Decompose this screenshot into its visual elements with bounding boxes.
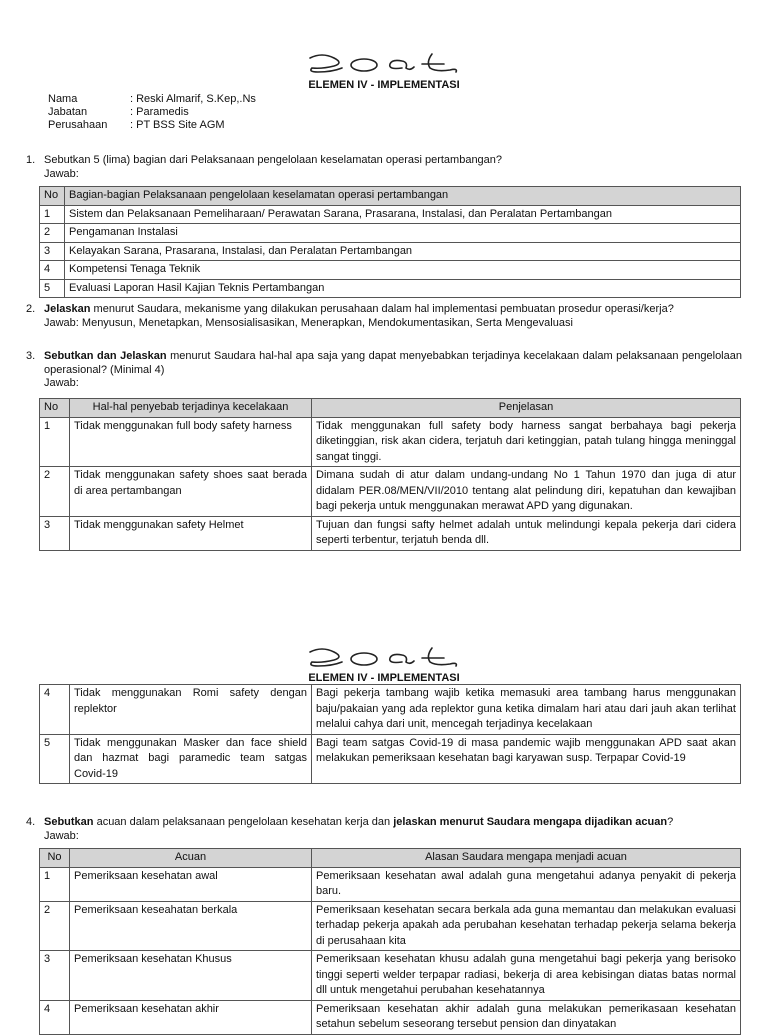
table-row	[40, 417, 741, 467]
question-text: acuan dalam pelaksanaan pengelolaan kesehatan kerja dan	[93, 816, 394, 828]
table-cell: 5	[40, 279, 65, 298]
info-label: Nama	[48, 93, 78, 105]
table-row	[40, 279, 741, 298]
info-row-perusahaan	[48, 119, 256, 132]
question-text: menurut Saudara, mekanisme yang dilakukan perusahaan dalam hal implementasi pembuatan prosedur operasi/kerja?	[90, 303, 674, 315]
table-cell: Bagi team satgas Covid-19 di masa pandemic wajib menggunakan APD saat akan melakukan pemeriksaan kesehatan bagi karyawan susp. Terpapar Covid-19	[312, 734, 741, 784]
question-number: 1.	[26, 154, 36, 166]
soal-logo-image	[304, 50, 464, 76]
question-text: Sebutkan 5 (lima) bagian dari Pelaksanaan pengelolaan keselamatan operasi pertambangan?	[44, 154, 503, 166]
table-cell: Sistem dan Pelaksanaan Pemeliharaan/ Perawatan Sarana, Prasarana, Instalasi, dan Peralatan Pertambangan	[65, 205, 741, 224]
table-cell: Tidak menggunakan full body safety harness	[70, 417, 312, 467]
table-cell: Pemeriksaan kesehatan akhir adalah guna melakukan pemerikasaan kesehatan setahun sebelum seseorang tersebut pension dan dinyatakan	[312, 1000, 741, 1034]
table-row	[40, 685, 741, 735]
question-4	[26, 816, 742, 843]
table-cell: 1	[40, 205, 65, 224]
table-cell: Tidak menggunakan Romi safety dengan replektor	[70, 685, 312, 735]
table-cell: Kompetensi Tenaga Teknik	[65, 261, 741, 280]
table-row	[40, 467, 741, 517]
table-row	[40, 734, 741, 784]
table-header-row	[40, 399, 741, 418]
table-cell: 3	[40, 516, 70, 550]
question-2	[26, 303, 742, 330]
jawab-label: Jawab:	[44, 829, 79, 842]
table-row	[40, 224, 741, 243]
question-number: 2.	[26, 303, 36, 315]
info-value: : Reski Almarif, S.Kep,.Ns	[130, 93, 256, 105]
page-heading: ELEMEN IV - IMPLEMENTASI	[308, 672, 460, 684]
table-cell: 3	[40, 951, 70, 1001]
table-cell: Pemeriksaan kesehatan secara berkala ada guna memantau dan melakukan evaluasi terhadap pekerja apakah ada perubahan kesehatan terhadap pekerja selama bekerja di perusahaan kita	[312, 901, 741, 951]
identity-info	[48, 93, 256, 132]
info-label: Perusahaan	[48, 119, 108, 131]
q3-table	[39, 398, 741, 551]
q3-table-continued	[39, 684, 741, 784]
table-cell: Tidak menggunakan safety shoes saat berada di area pertambangan	[70, 467, 312, 517]
question-keyword: Sebutkan	[44, 816, 94, 828]
table-row	[40, 261, 741, 280]
page-2	[0, 636, 768, 1030]
table-cell: Tidak menggunakan full safety body harness sangat berbahaya bagi pekerja diketinggian, risk akan cidera, terjatuh dari ketinggian, patah tulang hingga meninggal sangat tinggi.	[312, 417, 741, 467]
info-row-nama	[48, 93, 256, 106]
table-cell: Pengamanan Instalasi	[65, 224, 741, 243]
q4-table	[39, 848, 741, 1035]
table-header: Hal-hal penyebab terjadinya kecelakaan	[70, 399, 312, 418]
table-row	[40, 951, 741, 1001]
table-header: Alasan Saudara mengapa menjadi acuan	[312, 849, 741, 868]
jawab-label: Jawab:	[44, 377, 79, 389]
question-number: 4.	[26, 816, 36, 828]
table-row	[40, 205, 741, 224]
table-cell: 3	[40, 242, 65, 261]
question-text: menurut Saudara hal-hal apa saja yang dapat menyebabkan terjadinya kecelakaan dalam pelaksanaan pengelolaan operasional? (Minimal 4)	[44, 350, 742, 376]
jawab-label: Jawab:	[44, 167, 79, 180]
table-row	[40, 867, 741, 901]
table-cell: 2	[40, 224, 65, 243]
table-header-row	[40, 849, 741, 868]
table-row	[40, 901, 741, 951]
question-1	[26, 154, 742, 181]
answer-text: Jawab: Menyusun, Menetapkan, Mensosialisasikan, Menerapkan, Mendokumentasikan, Serta Mengevaluasi	[44, 316, 573, 329]
q1-table	[39, 186, 741, 298]
question-3	[26, 350, 742, 391]
page-gap	[0, 600, 768, 636]
table-cell: 4	[40, 1000, 70, 1034]
table-cell: 1	[40, 417, 70, 467]
table-cell: 4	[40, 261, 65, 280]
soal-logo	[0, 644, 768, 673]
table-cell: Pemeriksaan kesehatan awal	[70, 867, 312, 901]
table-cell: 1	[40, 867, 70, 901]
table-header-row	[40, 187, 741, 206]
soal-logo-image	[304, 644, 464, 670]
table-cell: Evaluasi Laporan Hasil Kajian Teknis Pertambangan	[65, 279, 741, 298]
table-header: Acuan	[70, 849, 312, 868]
page-heading: ELEMEN IV - IMPLEMENTASI	[308, 79, 460, 91]
question-keyword: Jelaskan	[44, 303, 91, 315]
table-cell: 2	[40, 467, 70, 517]
table-cell: Pemeriksaan kesehatan khusu adalah guna mengetahui bagi pekerja yang berisoko tinggi seperti welder terpapar radiasi, bekerja di area kebisingan diatas batas normal dll untuk mengetahui perubahan kesehatannya	[312, 951, 741, 1001]
table-cell: 4	[40, 685, 70, 735]
table-cell: Pemeriksaan kesehatan awal adalah guna mengetahui adanya penyakit di pekerja baru.	[312, 867, 741, 901]
table-cell: Bagi pekerja tambang wajib ketika memasuki area tambang harus menggunakan baju/pakaian yang ada replektor guna ketika dimalam hari atau dari jauh akan terlihat melalui cahya dari unit, mencegah terjadinya kecelakaan	[312, 685, 741, 735]
table-header: No	[40, 849, 70, 868]
table-row	[40, 1000, 741, 1034]
question-text: ?	[667, 816, 674, 828]
question-number: 3.	[26, 350, 36, 362]
question-keyword: Sebutkan dan Jelaskan	[44, 350, 167, 362]
table-cell: Tidak menggunakan safety Helmet	[70, 516, 312, 550]
table-cell: Tidak menggunakan Masker dan face shield dan hazmat bagi paramedic team satgas Covid-19	[70, 734, 312, 784]
table-row	[40, 516, 741, 550]
table-cell: Kelayakan Sarana, Prasarana, Instalasi, dan Peralatan Pertambangan	[65, 242, 741, 261]
table-cell: Pemeriksaan kesehatan Khusus	[70, 951, 312, 1001]
table-cell: 5	[40, 734, 70, 784]
table-cell: Tujuan dan fungsi safty helmet adalah untuk melindungi kepala pekerja dari cidera seperti terbentur, terjatuh benda dll.	[312, 516, 741, 550]
info-row-jabatan	[48, 106, 256, 119]
table-header: No	[40, 399, 70, 418]
table-cell: Pemeriksaan kesehatan akhir	[70, 1000, 312, 1034]
table-cell: Pemeriksaan keseahatan berkala	[70, 901, 312, 951]
soal-logo	[0, 50, 768, 79]
question-keyword: jelaskan menurut Saudara mengapa dijadikan acuan	[393, 816, 668, 828]
table-header: Penjelasan	[312, 399, 741, 418]
table-header: Bagian-bagian Pelaksanaan pengelolaan keselamatan operasi pertambangan	[65, 187, 741, 206]
info-value: : Paramedis	[130, 106, 189, 118]
info-value: : PT BSS Site AGM	[130, 119, 225, 131]
info-label: Jabatan	[48, 106, 88, 118]
table-cell: Dimana sudah di atur dalam undang-undang No 1 Tahun 1970 dan juga di atur didalam PER.08/MEN/VII/2010 tentang alat pelindung diri, kepatuhan dan kewajiban bagi pekerja untuk menggunakan merawat APD yang digunakan.	[312, 467, 741, 517]
table-row	[40, 242, 741, 261]
table-header: No	[40, 187, 65, 206]
table-cell: 2	[40, 901, 70, 951]
